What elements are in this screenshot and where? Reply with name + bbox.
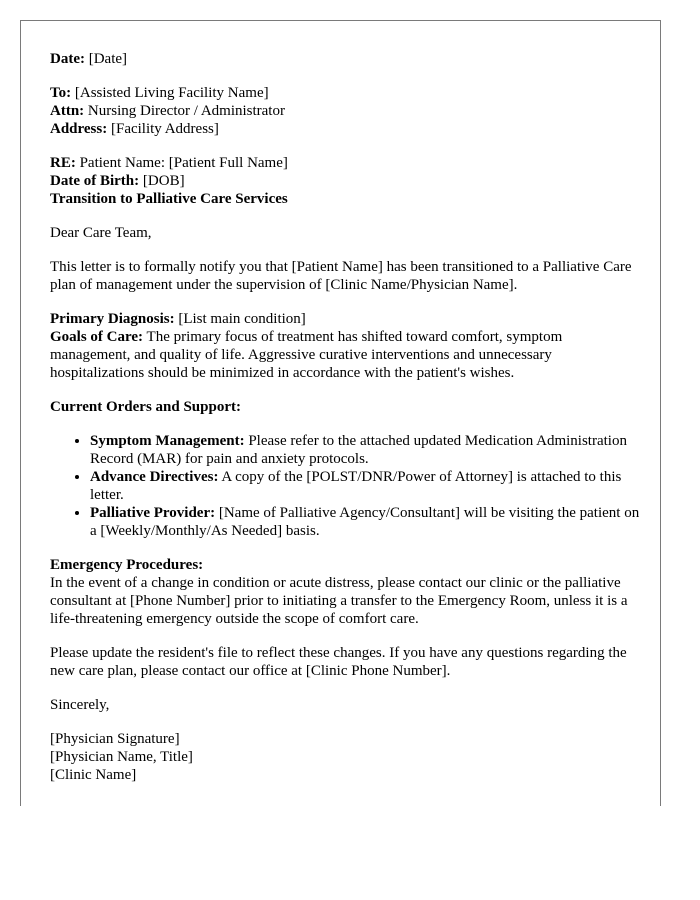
re-line <box>50 154 640 172</box>
closing-request: Please update the resident's file to reflect these changes. If you have any questions regarding the new care plan, please contact our office at [Clinic Phone Number]. <box>50 645 627 679</box>
subject-title: Transition to Palliative Care Services <box>50 191 288 207</box>
address-value: [Facility Address] <box>110 121 219 137</box>
dob-label: Date of Birth: <box>50 173 140 189</box>
dob-line <box>50 172 640 190</box>
subject-block <box>50 154 640 208</box>
greeting: Dear Care Team, <box>50 225 152 241</box>
date-value: [Date] <box>88 51 128 67</box>
attn-label: Attn: <box>50 103 85 119</box>
address-line <box>50 120 640 138</box>
physician-name-title: [Physician Name, Title] <box>50 749 193 765</box>
list-item <box>90 504 640 540</box>
goals-label: Goals of Care: <box>50 329 144 345</box>
date-block <box>50 50 640 68</box>
order-label: Advance Directives: <box>90 469 219 485</box>
goals-line <box>50 328 640 382</box>
emergency-heading: Emergency Procedures: <box>50 557 204 573</box>
diagnosis-line <box>50 310 640 328</box>
dob-value: [DOB] <box>142 173 185 189</box>
recipient-block <box>50 84 640 138</box>
order-text: [Name of Palliative Agency/Consultant] will be visiting the patient on a [Weekly/Monthly/As Needed] basis. <box>90 505 640 539</box>
order-label: Palliative Provider: <box>90 505 216 521</box>
emergency-block <box>50 556 640 628</box>
orders-heading-block <box>50 398 640 416</box>
order-text: Please refer to the attached updated Medication Administration Record (MAR) for pain and anxiety protocols. <box>90 433 627 467</box>
attn-line <box>50 102 640 120</box>
orders-heading: Current Orders and Support: <box>50 399 241 415</box>
diagnosis-label: Primary Diagnosis: <box>50 311 175 327</box>
diagnosis-value: [List main condition] <box>178 311 306 327</box>
clinic-name: [Clinic Name] <box>50 767 137 783</box>
re-value: Patient Name: [Patient Full Name] <box>79 155 288 171</box>
intro-paragraph: This letter is to formally notify you that [Patient Name] has been transitioned to a Palliative Care plan of management under the supervision of [Clinic Name/Physician Name]. <box>50 259 632 293</box>
list-item <box>90 432 640 468</box>
date-label: Date: <box>50 51 85 67</box>
attn-value: Nursing Director / Administrator <box>87 103 285 119</box>
letter-document <box>20 20 661 806</box>
orders-list <box>50 432 640 540</box>
address-label: Address: <box>50 121 108 137</box>
diagnosis-goals-block <box>50 310 640 382</box>
to-value: [Assisted Living Facility Name] <box>74 85 269 101</box>
date-line <box>50 50 640 68</box>
list-item <box>90 468 640 504</box>
order-label: Symptom Management: <box>90 433 245 449</box>
to-line <box>50 84 640 102</box>
to-label: To: <box>50 85 72 101</box>
goals-value: The primary focus of treatment has shifted toward comfort, symptom management, and quality of life. Aggressive curative interventions and unnecessary hospitalizations should be minimized in accordance with the patient's wishes. <box>50 329 563 381</box>
emergency-text: In the event of a change in condition or acute distress, please contact our clinic or the palliative consultant at [Phone Number] prior to initiating a transfer to the Emergency Room, unless it is a life-threatening emergency outside the scope of comfort care. <box>50 575 628 627</box>
physician-signature: [Physician Signature] <box>50 731 180 747</box>
re-label: RE: <box>50 155 76 171</box>
order-text: A copy of the [POLST/DNR/Power of Attorney] is attached to this letter. <box>90 469 622 503</box>
signature-block <box>50 730 640 784</box>
closing: Sincerely, <box>50 697 110 713</box>
